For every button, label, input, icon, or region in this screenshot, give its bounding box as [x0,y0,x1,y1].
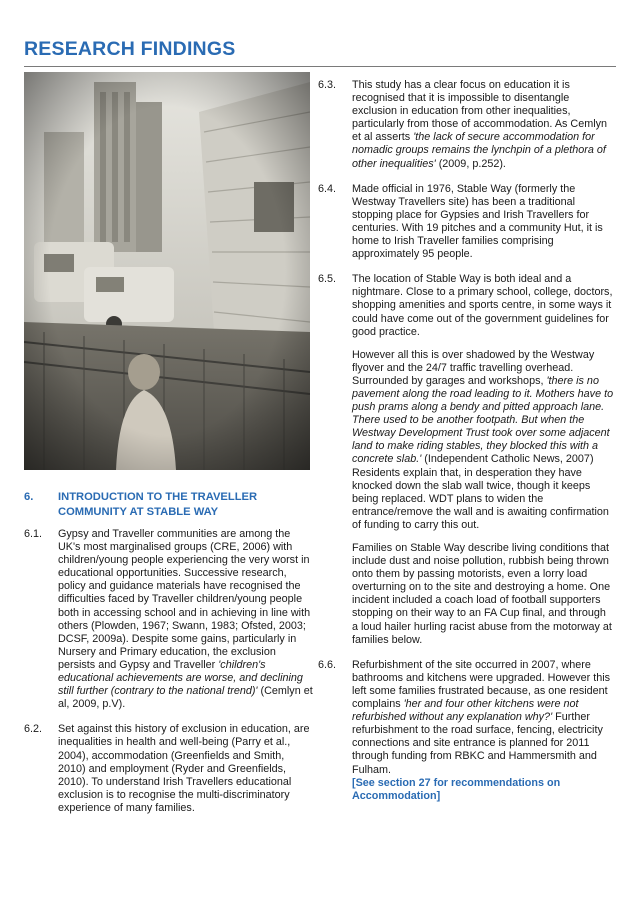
paragraph-text: This study has a clear focus on education it is recognised that it is impossible to disentangle exclusion in education from other inequalities, particularly from those of accommodation. As Cemlyn et al asserts 'the lack of secure accommodation for nomadic groups remains the lynchpin of a plethora of other inequalities' (2009, p.252). [352,79,608,170]
traveller-site-photo [24,72,310,470]
paragraph-6-3 [318,79,614,171]
paragraph-number: 6.2. [24,723,43,736]
cross-reference-link[interactable]: [See section 27 for recommendations on Accommodation] [352,776,561,802]
paragraph-text: Made official in 1976, Stable Way (formerly the Westway Travellers site) has been a traditional stopping place for Gypsies and Irish Travellers for centuries. With 19 pitches and a community Hut, it is home to Irish Traveller families comprising approximately 95 people. [352,182,603,261]
paragraph-6-5 [318,273,614,647]
page-title: RESEARCH FINDINGS [24,38,236,60]
section-number: 6. [24,491,34,503]
left-column [24,490,314,815]
paragraph-number: 6.5. [318,273,337,286]
quote: 'children's educational achievements are worse, and declining still further (contrary to the national trend)' [58,658,303,698]
paragraph-6-2 [24,723,314,815]
right-column [318,79,614,803]
section-title: INTRODUCTION TO THE TRAVELLER COMMUNITY AT STABLE WAY [58,491,258,518]
header-divider [24,66,616,67]
paragraph-6-6 [318,659,614,803]
page-header [24,38,616,67]
paragraph-text: Gypsy and Traveller communities are among the UK's most marginalised groups (CRE, 2006) with children/young people experiencing the very worst in educational opportunities. Successive research, policy and guidance materials have recognised the difficulties faced by Traveller children/young people both in accessing school and in achieving in line with others (Plowden, 1967; Swann, 1983; Ofsted, 2003; DCSF, 2009a). Despite some gains, particularly in Nursery and Primary education, the exclusion persists and Gypsy and Traveller 'children's educational achievements are worse, and declining still further (contrary to the national trend)' (Cemlyn et al, 2009, p.V). [58,528,313,711]
paragraph-number: 6.4. [318,182,337,195]
paragraph-number: 6.1. [24,528,43,540]
paragraph-number: 6.3. [318,79,337,91]
quote: 'there is no pavement along the road leading to it. Mothers have to push prams along a bendy and pitted approach lane. There used to be another footpath. But when the Westway Development Trust took over some adjacent land to make riding stables, they blocked this with a concrete slab.' [352,374,614,466]
paragraph-text: Set against this history of exclusion in education, are inequalities in health and well-being (Parry et al., 2004), accommodation (Greenfields and Smith, 2010) and employment (Ryder and Greenfields, 2010). To understand Irish Travellers educational exclusion is to recognise the multi-discriminatory experience of many families. [58,723,310,814]
paragraph-number: 6.6. [318,658,337,671]
paragraph-text-3: Families on Stable Way describe living conditions that include dust and noise pollution, rubbish being thrown onto them by passing motorists, even a lorry load overturning on to the site and destroying a home. One incident included a coach load of football supporters stopping on their way to an FA Cup final, and through a loud hailer hurling racist abuse from the motorway at families below. [352,542,612,646]
photo-icon [24,72,310,470]
paragraph-text: The location of Stable Way is both ideal and a nightmare. Close to a primary school, college, doctors, shopping amenities and sports centre, in some ways it could have come out of the government guidelines for good practice. [352,273,613,338]
paragraph-text: Refurbishment of the site occurred in 2007, where bathrooms and kitchens were upgraded. However this left some families frustrated because, as one resident complains 'her and four other kitchens were not refurbished without any explanation why?' Further refurbishment to the road surface, fencing, electricity connections and site entrance is planned for 2011 through funding from RBKC and Hammersmith and Fulham. [352,658,611,776]
quote: 'the lack of secure accommodation for nomadic groups remains the lynchpin of a plethora of other inequalities' [352,131,606,170]
quote: 'her and four other kitchens were not refurbished without any explanation why?' [352,698,579,724]
paragraph-6-1 [24,528,314,711]
section-6-heading [24,490,314,519]
paragraph-text-2: However all this is over shadowed by the Westway flyover and the 24/7 traffic travelling overhead. Surrounded by garages and workshops, 'there is no pavement along the road leading to it. Mothers have to push prams along a bendy and pitted approach lane. There used to be another footpath. But when the Westway Development Trust took over some adjacent land to make riding stables, they blocked this with a concrete slab.' (Independent Catholic News, 2007) Residents explain that, in desperation they have knocked down the slab wall twice, though it keeps being replaced. WDT plans to widen the entrance/remove the wall and is awaiting confirmation of funding to carry this out. [352,348,614,531]
paragraph-6-4 [318,183,614,262]
